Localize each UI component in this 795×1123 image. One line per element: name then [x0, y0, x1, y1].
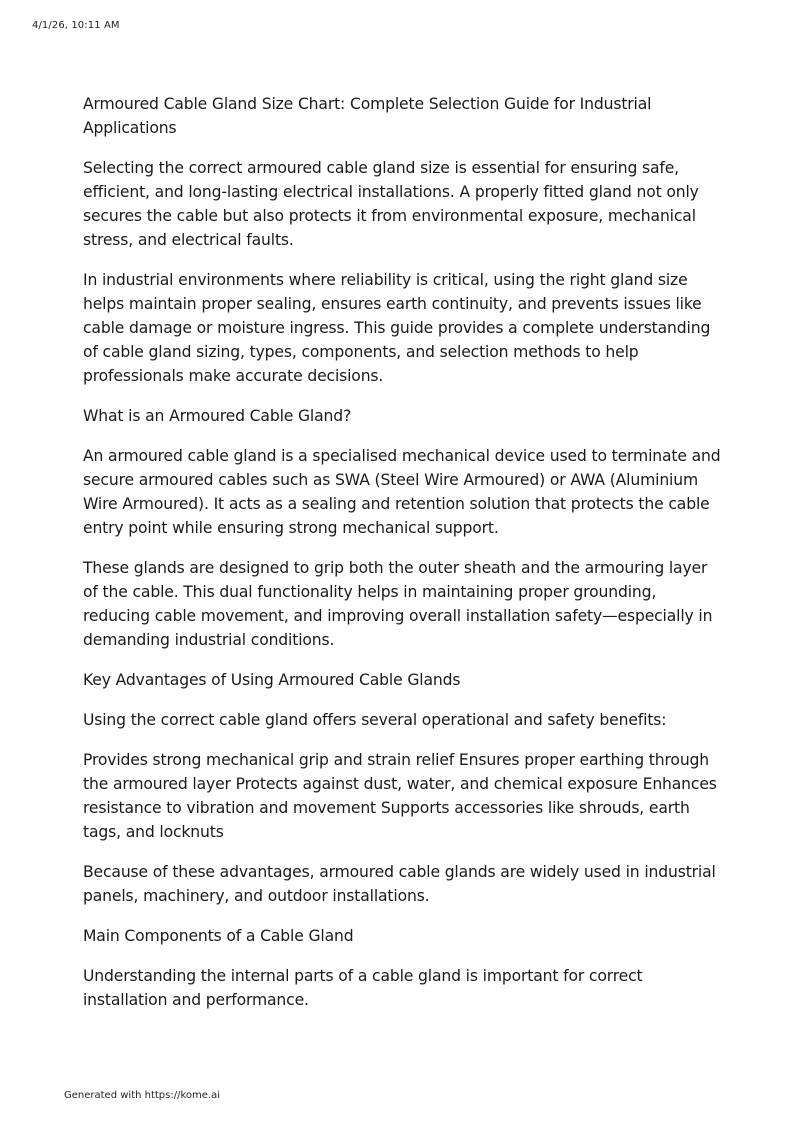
advantages-summary: Because of these advantages, armoured cable glands are widely used in industrial panels, machinery, and outdoor installations. — [83, 863, 716, 905]
article-body — [83, 92, 723, 1028]
intro-paragraph-1: Selecting the correct armoured cable gland size is essential for ensuring safe, efficient, and long-lasting electrical installations. A properly fitted gland not only secures the cable but also protects it from environmental exposure, mechanical stress, and electrical faults. — [83, 159, 699, 249]
what-is-paragraph-2: These glands are designed to grip both the outer sheath and the armouring layer of the cable. This dual functionality helps in maintaining proper grounding, reducing cable movement, and improving overall installation safety—especially in demanding industrial conditions. — [83, 559, 713, 649]
what-is-paragraph-1: An armoured cable gland is a specialised mechanical device used to terminate and secure armoured cables such as SWA (Steel Wire Armoured) or AWA (Aluminium Wire Armoured). It acts as a sealing and retention solution that protects the cable entry point while ensuring strong mechanical support. — [83, 447, 721, 537]
generated-with-footer: Generated with https://kome.ai — [64, 1090, 221, 1101]
intro-paragraph-2: In industrial environments where reliability is critical, using the right gland size helps maintain proper sealing, ensures earth continuity, and prevents issues like cable damage or moisture ingress. This guide provides a complete understanding of cable gland sizing, types, components, and selection methods to help professionals make accurate decisions. — [83, 271, 711, 385]
components-intro: Understanding the internal parts of a cable gland is important for correct installation and performance. — [83, 967, 643, 1009]
print-timestamp: 4/1/26, 10:11 AM — [32, 20, 120, 31]
section-heading-advantages: Key Advantages of Using Armoured Cable Glands — [83, 671, 461, 689]
advantages-intro: Using the correct cable gland offers several operational and safety benefits: — [83, 711, 667, 729]
article-title: Armoured Cable Gland Size Chart: Complete Selection Guide for Industrial Applications — [83, 95, 652, 137]
section-heading-components: Main Components of a Cable Gland — [83, 927, 354, 945]
advantages-list: Provides strong mechanical grip and strain relief Ensures proper earthing through the armoured layer Protects against dust, water, and chemical exposure Enhances resistance to vibration and movement Supports accessories like shrouds, earth tags, and locknuts — [83, 751, 717, 841]
section-heading-what-is: What is an Armoured Cable Gland? — [83, 407, 352, 425]
